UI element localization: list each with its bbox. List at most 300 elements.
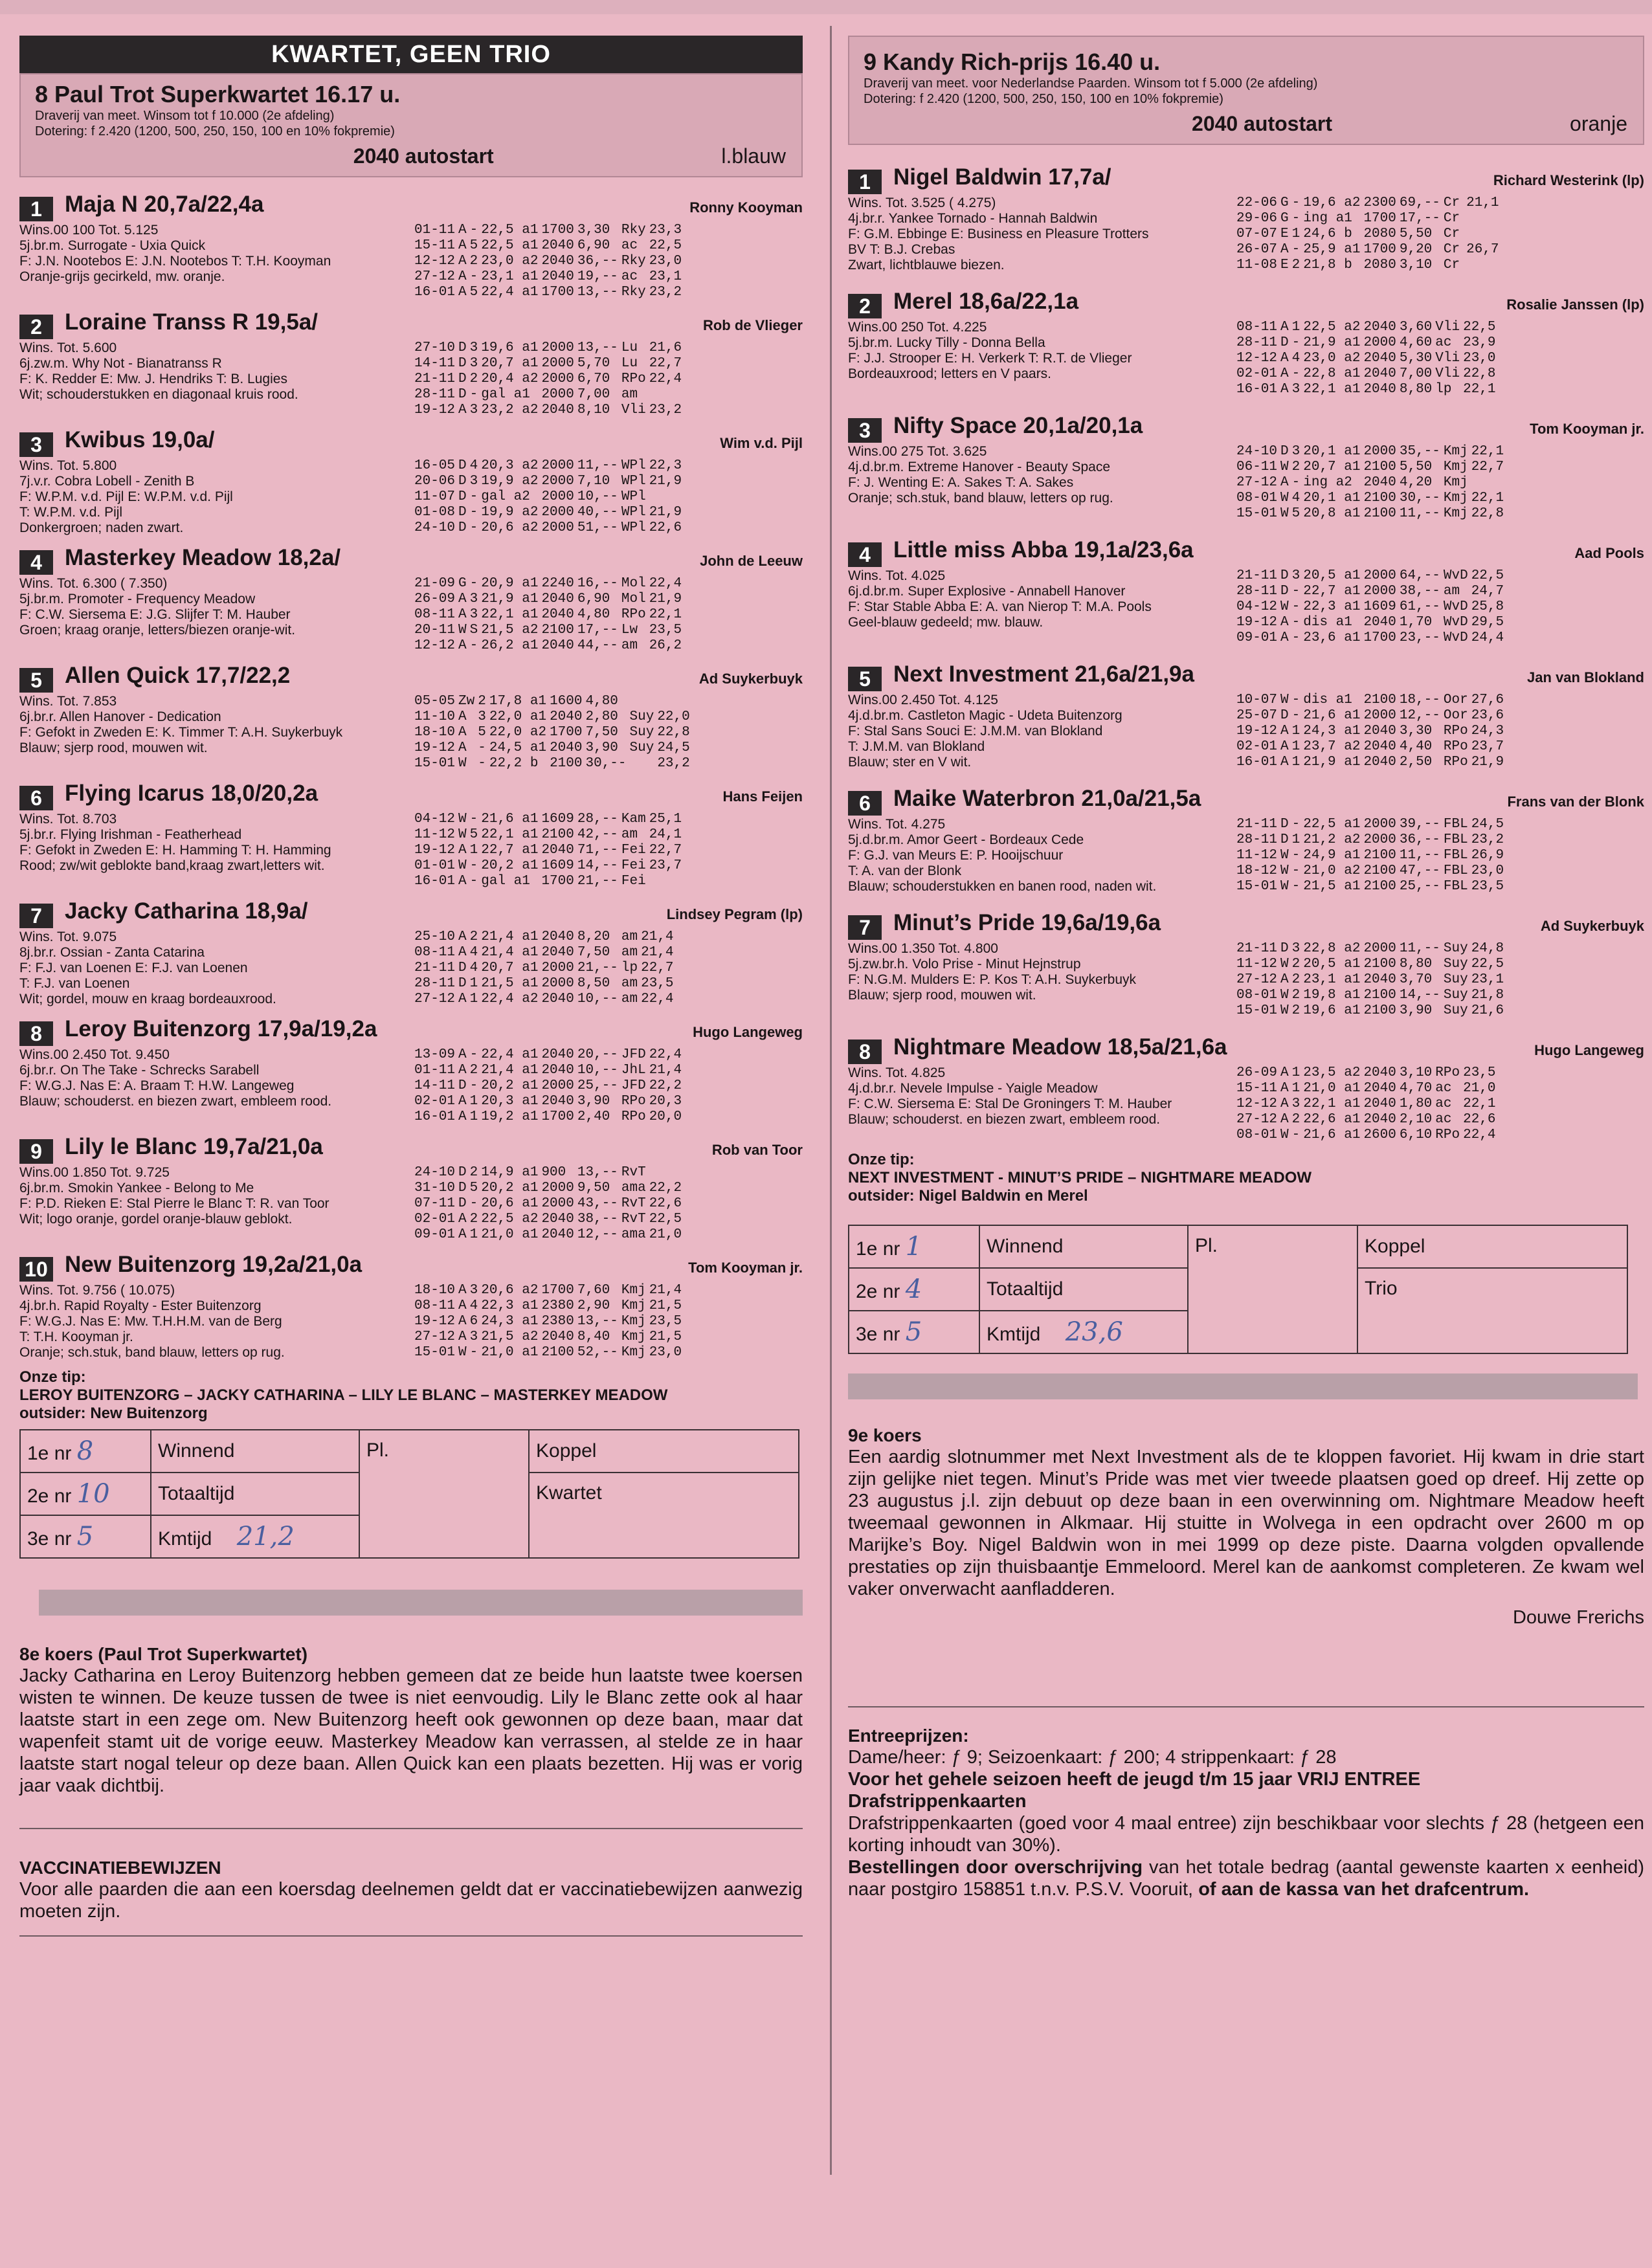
grid-kmtijd: Kmtijd [987, 1324, 1041, 1345]
history-cell: 3 [469, 340, 478, 355]
history-cell: 1,70 [1399, 615, 1433, 630]
history-cell: S [469, 623, 478, 638]
history-cell: 3 [1291, 1096, 1300, 1111]
grid-koppel: Koppel [529, 1430, 799, 1473]
history-cell [1507, 832, 1510, 848]
horse-name: Flying Icarus 18,0/20,2a [65, 781, 318, 806]
history-cell: A [1280, 1081, 1289, 1096]
horse-info-line: Wins. Tot. 4.275 [848, 817, 946, 832]
history-cell: 21,6 a1 [481, 812, 539, 827]
history-cell: 22,8 a2 [1303, 941, 1361, 956]
history-cell: - [1291, 615, 1300, 630]
history-cell: 11,-- [1399, 941, 1440, 956]
history-cell: 2040 [541, 269, 574, 284]
history-row [414, 694, 697, 709]
history-cell: D [1280, 568, 1289, 583]
history-cell: 08-11 [414, 1298, 456, 1313]
history-cell: 2100 [1363, 848, 1396, 863]
history-cell: 2 [469, 1212, 478, 1227]
history-row [414, 992, 680, 1007]
history-cell: Cr [1443, 227, 1460, 241]
tip-horses: LEROY BUITENZORG – JACKY CATHARINA – LILY LE BLANC – MASTERKEY MEADOW [19, 1386, 668, 1404]
history-cell: FBL [1443, 879, 1468, 894]
history-cell: 2600 [1363, 1128, 1396, 1142]
history-cell: 27-12 [1236, 475, 1278, 490]
history-cell: A [458, 1063, 467, 1078]
history-cell: 12,-- [1399, 708, 1440, 723]
driver-name: Hans Feijen [722, 788, 803, 805]
history-cell: 15-01 [414, 756, 456, 771]
history-cell: A [1280, 320, 1289, 335]
history-cell: 1 [1291, 320, 1300, 335]
race-conditions: Draverij van meet. voor Nederlandse Paarden. Winsom tot f 5.000 (2e afdeling) [864, 76, 1318, 91]
history-cell: A [1280, 755, 1289, 770]
history-cell: 11,-- [1399, 506, 1440, 521]
horse-info-line: 7j.v.r. Cobra Lobell - Zenith B [19, 474, 195, 489]
race-8-header [19, 73, 803, 177]
history-cell: - [1291, 366, 1300, 381]
history-cell: 11-12 [1236, 848, 1278, 863]
history-row [1236, 941, 1510, 957]
history-cell: 22,5 [1471, 568, 1504, 583]
history-row [1236, 817, 1510, 832]
history-cell: G [1280, 211, 1289, 226]
history-cell: 22,1 a1 [481, 607, 539, 622]
driver-name: Aad Pools [1574, 545, 1644, 561]
history-cell: 2 [1291, 972, 1300, 987]
history-cell: 18-10 [414, 725, 456, 740]
history-cell: 24,5 [657, 740, 690, 755]
horse-info-line: F: F.J. van Loenen E: F.J. van Loenen [19, 961, 248, 975]
history-cell: 02-01 [414, 1094, 456, 1109]
history-cell: - [1291, 630, 1300, 645]
history-cell: 14-11 [414, 1078, 456, 1093]
history-cell [1507, 475, 1510, 491]
history-cell [685, 372, 688, 387]
history-row [414, 858, 688, 874]
history-cell: 8,80 [1399, 957, 1433, 972]
history-cell: 08-11 [1236, 320, 1278, 335]
history-cell: 19-12 [414, 740, 456, 755]
history-row [1236, 320, 1502, 335]
history-cell: 2040 [1363, 351, 1396, 366]
grid-winnend: Winnend [151, 1430, 359, 1473]
horse-info-line: Wit; logo oranje, gordel oranje-blauw geblokt. [19, 1212, 293, 1227]
history-cell: 08-01 [1236, 988, 1278, 1003]
history-cell: D [458, 520, 467, 535]
history-cell: 20,2 a1 [481, 1181, 539, 1195]
history-cell: 23,3 [649, 223, 682, 238]
history-cell: 2000 [541, 1196, 574, 1211]
history-cell: 16-01 [1236, 755, 1278, 770]
history-cell: D [1280, 335, 1289, 350]
handwritten-first: 1 [905, 1232, 922, 1262]
history-row [414, 340, 688, 356]
history-cell: 1700 [1363, 630, 1396, 645]
history-cell: 20,-- [577, 1047, 618, 1062]
history-cell: 36,-- [577, 254, 618, 269]
history-cell [1499, 366, 1502, 382]
race-8-bet-grid [19, 1429, 799, 1559]
tip-horses: NEXT INVESTMENT - MINUT’S PRIDE – NIGHTMARE MEADOW [848, 1169, 1312, 1186]
history-row [414, 238, 688, 254]
history-cell: 23,0 [649, 1345, 682, 1360]
horse-info-line: Donkergroen; naden zwart. [19, 520, 184, 535]
history-cell: RPo [1435, 1065, 1460, 1080]
history-cell: Oor [1443, 693, 1468, 707]
grid-bet-type: Trio [1357, 1268, 1627, 1353]
horse-info [19, 1047, 331, 1109]
history-cell: 1700 [1363, 211, 1396, 226]
horse-info-line: Wins. Tot. 5.800 [19, 458, 117, 473]
history-row [414, 592, 688, 607]
history-cell: 27,6 [1471, 693, 1504, 707]
history-cell: 21,0 a1 [481, 1227, 539, 1242]
horse-info-line: F: W.G.J. Nas E: Mw. T.H.H.M. van de Berg [19, 1314, 282, 1329]
history-cell: 11-08 [1236, 258, 1278, 272]
history-cell: 21,9 a1 [1303, 755, 1361, 770]
history-cell: 19,6 a2 [1303, 195, 1361, 210]
history-cell: Vli [621, 403, 646, 417]
horse-info-line: 4j.d.br.r. Nevele Impulse - Yaigle Meadow [848, 1081, 1098, 1096]
history-cell: - [1291, 242, 1300, 257]
history-cell: 22,5 a2 [1303, 320, 1361, 335]
history-cell: 16-01 [414, 285, 456, 300]
history-cell: RvT [621, 1212, 646, 1227]
history-cell: 64,-- [1399, 568, 1440, 583]
history-cell: 23,2 [649, 285, 682, 300]
history-cell: 22,8 a1 [1303, 366, 1361, 381]
history-cell: A [458, 1227, 467, 1242]
history-cell: 19,8 a1 [1303, 988, 1361, 1003]
driver-name: Tom Kooyman jr. [1530, 421, 1644, 437]
history-cell: lp [1435, 382, 1452, 397]
history-cell: 11,-- [577, 458, 618, 473]
history-cell: 2040 [541, 1329, 574, 1344]
history-cell: 2000 [1363, 444, 1396, 459]
history-cell: 21,6 a1 [1303, 708, 1361, 723]
history-cell: A [1280, 739, 1289, 754]
history-cell: 22,5 [1471, 957, 1504, 972]
history-cell: 16-01 [414, 874, 456, 889]
history-row [1236, 1065, 1502, 1081]
history-cell: 2100 [1363, 460, 1396, 474]
start-number: 1 [19, 197, 53, 221]
horse-info-line: 8j.br.r. Ossian - Zanta Catarina [19, 945, 205, 960]
history-cell: 23,5 [649, 1314, 682, 1329]
race-history [414, 223, 688, 300]
strip-cards-title: Drafstrippenkaarten [848, 1791, 1027, 1812]
history-cell: 7,00 [1399, 366, 1433, 381]
history-cell: D [458, 489, 467, 504]
history-cell: RPo [1435, 1128, 1460, 1142]
history-cell: 13,-- [577, 1314, 618, 1329]
start-number: 3 [848, 418, 882, 443]
history-cell: D [458, 505, 467, 520]
history-cell [693, 694, 697, 709]
history-row [414, 1078, 688, 1094]
history-cell: 2040 [1363, 366, 1396, 381]
history-row [1236, 1128, 1502, 1143]
history-cell: 2 [469, 254, 478, 269]
history-cell: 26-09 [414, 592, 456, 606]
history-cell: 4,20 [1399, 475, 1433, 490]
history-cell: D [458, 961, 467, 975]
history-cell: 1 [1291, 832, 1300, 847]
history-cell: 6,90 [577, 238, 610, 253]
history-row [414, 356, 688, 372]
horse-entry [19, 655, 803, 773]
history-cell: 5,50 [1399, 227, 1433, 241]
history-cell: 20,0 [649, 1109, 682, 1124]
history-cell: D [1280, 817, 1289, 832]
history-cell [685, 607, 688, 623]
history-cell: 22,8 [1471, 506, 1504, 521]
history-cell: 22,4 a1 [481, 1047, 539, 1062]
history-cell: 3 [469, 474, 478, 489]
grid-totaaltijd: Totaaltijd [979, 1268, 1188, 1311]
history-row [1236, 988, 1510, 1003]
history-cell: 20,2 a1 [481, 858, 539, 873]
history-row [414, 1298, 688, 1314]
driver-name: John de Leeuw [700, 553, 803, 569]
history-cell: 15-01 [414, 1345, 456, 1360]
horse-info [19, 812, 331, 874]
history-cell [693, 725, 697, 740]
history-row [414, 945, 680, 961]
history-cell: - [469, 858, 478, 873]
horse-info-line: Wins. Tot. 4.025 [848, 568, 946, 583]
history-cell: 22,0 a2 [489, 725, 547, 740]
horse-info-line: Wins.00 2.450 Tot. 4.125 [848, 693, 998, 707]
history-cell [1507, 599, 1510, 615]
history-cell: 8,20 [577, 929, 610, 944]
history-cell: 17,-- [1399, 211, 1440, 226]
history-cell: 4,80 [577, 607, 610, 622]
history-cell: 12-12 [414, 254, 456, 269]
history-cell: - [469, 1078, 478, 1093]
history-cell: dis a1 [1303, 693, 1352, 707]
comment-text: Een aardig slotnummer met Next Investment als de te kloppen favoriet. Hij kwam in drie start zijn gelijke niet tegen. Minut’s Pride was met vier tweede plaatsen goed op dreef. Hij zette op 23 augustus j.l. zijn debuut op deze baan in een overwinning om. Nightmare Meadow heeft tweemaal gewonnen in Alkmaar. Hij stuitte in Wolvega in een opdracht over 2600 m op Marijke’s Boy. Nigel Baldwin won in mei 1999 op deze piste. Daarna volgden opvallende prestaties op zijn thuisbaantje Emmeloord. Merel kan de aankomst completeren. Ze kwam wel vaker onverwacht aanfladderen. [848, 1447, 1644, 1599]
history-row [414, 812, 688, 827]
grid-pl: Pl. [1188, 1225, 1357, 1353]
race-9-comment [848, 1425, 1644, 1629]
history-cell: W [1280, 957, 1289, 972]
history-cell [1499, 1081, 1502, 1096]
history-cell: 8,10 [577, 403, 610, 417]
history-cell: 2240 [541, 576, 574, 591]
history-row [1236, 599, 1510, 615]
history-cell: Cr [1443, 258, 1460, 272]
history-cell: W [1280, 491, 1289, 506]
race-history [1236, 195, 1502, 273]
horse-info-line: Wins.00 1.350 Tot. 4.800 [848, 941, 998, 956]
history-row [1236, 739, 1510, 755]
history-row [414, 961, 680, 976]
ordering-text [848, 1856, 1644, 1900]
history-cell [685, 238, 688, 254]
history-cell: 4 [469, 945, 478, 960]
horse-info [848, 941, 1136, 1003]
horse-info-line: Wins.00 1.850 Tot. 9.725 [19, 1165, 170, 1180]
history-cell: Lw [621, 623, 638, 638]
history-cell: 2040 [550, 709, 583, 724]
history-cell: RPo [1443, 755, 1468, 770]
history-cell [685, 474, 688, 489]
history-cell [1499, 1112, 1502, 1128]
history-cell: 42,-- [577, 827, 618, 842]
history-cell: - [469, 812, 478, 827]
history-cell: 22,5 [1463, 320, 1496, 335]
history-cell: 69,-- [1399, 195, 1440, 210]
history-cell: 3 [1291, 444, 1300, 459]
history-cell: 21-09 [414, 576, 456, 591]
history-cell: 20,6 a1 [481, 1196, 539, 1211]
horse-name: Jacky Catharina 18,9a/ [65, 898, 308, 924]
history-cell: 14,-- [577, 858, 618, 873]
history-cell: - [469, 1345, 478, 1360]
history-cell: Kam [621, 812, 646, 827]
history-cell [630, 694, 658, 709]
history-cell: WPl [621, 505, 646, 520]
history-cell: 16,-- [577, 576, 618, 591]
history-cell: 25,1 [649, 812, 682, 827]
history-cell: 20,6 a2 [481, 1283, 539, 1298]
history-cell: D [458, 458, 467, 473]
history-cell: 2000 [1363, 335, 1396, 350]
horse-info-line: Oranje-grijs gecirkeld, mw. oranje. [19, 269, 225, 284]
history-cell: Fei [621, 874, 646, 889]
history-cell: 22,1 [1463, 1096, 1496, 1111]
history-cell: A [458, 1283, 467, 1298]
history-cell: ac [621, 238, 638, 253]
history-cell: FBL [1443, 863, 1468, 878]
history-cell: 2040 [541, 929, 574, 944]
comment-text: Jacky Catharina en Leroy Buitenzorg hebben gemeen dat ze beide hun laatste twee koersen wisten te winnen. De keuze tussen de twee is niet eenvoudig. Lily le Blanc zette ook al haar laatste start in een zege om. New Buitenzorg heeft ook gewonnen op deze baan, maar dat wapenfeit stamt uit de vorige eeuw. Masterkey Meadow kan verrassen, al stelde ze in haar laatste start nogal teleur op deze baan. Allen Quick kan een plaats bezetten. Hij was er vorig jaar vaak dichtbij. [19, 1665, 803, 1796]
history-cell: - [1291, 211, 1300, 226]
history-row [1236, 708, 1510, 724]
horse-entry [848, 281, 1644, 405]
history-cell: 1600 [550, 694, 583, 709]
history-cell: 2000 [541, 356, 574, 371]
history-cell: 23,5 [649, 623, 682, 638]
history-cell: 23,5 [1471, 879, 1504, 894]
history-cell: 21,6 [649, 340, 682, 355]
history-cell: 21-11 [414, 961, 456, 975]
history-row [414, 607, 688, 623]
history-cell: 19,2 a1 [481, 1109, 539, 1124]
history-cell: 04-12 [414, 812, 456, 827]
history-row [1236, 724, 1510, 739]
history-cell: 3 [469, 1329, 478, 1344]
history-cell: 5 [469, 1181, 478, 1195]
history-cell: 5,70 [577, 356, 610, 371]
history-row [414, 387, 688, 403]
driver-name: Frans van der Blonk [1507, 794, 1644, 810]
history-cell: Suy [1443, 972, 1468, 987]
history-cell: 19-12 [414, 1314, 456, 1329]
history-cell: A [458, 254, 467, 269]
start-number: 2 [848, 294, 882, 318]
history-cell: 1609 [541, 858, 574, 873]
history-cell: 47,-- [1399, 863, 1440, 878]
history-cell: - [1291, 599, 1300, 614]
history-cell: 2040 [541, 1047, 574, 1062]
history-cell: A [1280, 242, 1289, 257]
history-cell: 22,1 [1463, 382, 1496, 397]
history-cell [685, 1314, 688, 1329]
history-cell: 13-09 [414, 1047, 456, 1062]
history-cell: 1700 [1363, 242, 1396, 257]
history-cell: 20,6 a2 [481, 520, 539, 535]
history-cell: G [458, 576, 467, 591]
history-cell: A [458, 1329, 467, 1344]
race-history [414, 1165, 688, 1243]
history-cell: Rky [621, 285, 646, 300]
horse-entry [848, 654, 1644, 778]
history-cell: 2000 [541, 340, 574, 355]
handwritten-third: 5 [76, 1522, 94, 1551]
history-cell: 21,9 [649, 592, 682, 606]
history-cell [677, 992, 680, 1007]
history-cell: 11-12 [1236, 957, 1278, 972]
history-cell: Kmj [621, 1283, 646, 1298]
history-cell: WvD [1443, 615, 1468, 630]
horse-name: Nigel Baldwin 17,7a/ [893, 164, 1111, 190]
history-cell [685, 403, 688, 418]
history-cell: 24,9 a1 [1303, 848, 1361, 863]
history-cell: 11-12 [414, 827, 456, 842]
history-cell: - [469, 874, 478, 889]
history-cell: RPo [1443, 739, 1468, 754]
history-cell: 27-10 [414, 340, 456, 355]
history-cell: 15-01 [1236, 506, 1278, 521]
history-cell: 1700 [541, 285, 574, 300]
history-cell: A [458, 874, 467, 889]
horse-info-line: 4j.d.br.m. Castleton Magic - Udeta Buitenzorg [848, 708, 1122, 723]
horse-info [19, 694, 342, 756]
tip-outsider: outsider: New Buitenzorg [19, 1405, 208, 1422]
history-cell: 22,5 [649, 238, 682, 253]
horse-info-line: 4j.br.h. Rapid Royalty - Ester Buitenzorg [19, 1298, 262, 1313]
history-cell: 02-01 [414, 1212, 456, 1227]
history-cell: 21,0 [649, 1227, 682, 1242]
history-cell: Oor [1443, 708, 1468, 723]
history-cell: 1 [1291, 227, 1300, 241]
history-cell: 26,2 a1 [481, 638, 539, 653]
race-history [414, 1047, 688, 1125]
tip-label: Onze tip: [19, 1368, 86, 1386]
history-cell: D [458, 1181, 467, 1195]
history-cell: 23,2 a2 [481, 403, 539, 417]
history-cell: 12-12 [414, 638, 456, 653]
history-cell: 22,6 [649, 1196, 682, 1211]
horse-info-line: Zwart, lichtblauwe biezen. [848, 258, 1005, 272]
history-cell: 8,40 [577, 1329, 610, 1344]
history-cell [685, 387, 688, 403]
race-title: 9 Kandy Rich-prijs 16.40 u. [864, 49, 1161, 75]
race-8-comment [19, 1644, 803, 1797]
history-cell: 10-07 [1236, 693, 1278, 707]
history-cell: 24,1 [649, 827, 682, 842]
start-number: 6 [19, 786, 53, 810]
horse-info-line: F: J.N. Nootebos E: J.N. Nootebos T: T.H. Kooyman [19, 254, 331, 269]
history-cell: 22,1 [649, 607, 682, 622]
history-cell: Kmj [1443, 491, 1468, 506]
history-cell: 39,-- [1399, 817, 1440, 832]
history-cell: A [458, 945, 467, 960]
horse-name: New Buitenzorg 19,2a/21,0a [65, 1252, 363, 1277]
